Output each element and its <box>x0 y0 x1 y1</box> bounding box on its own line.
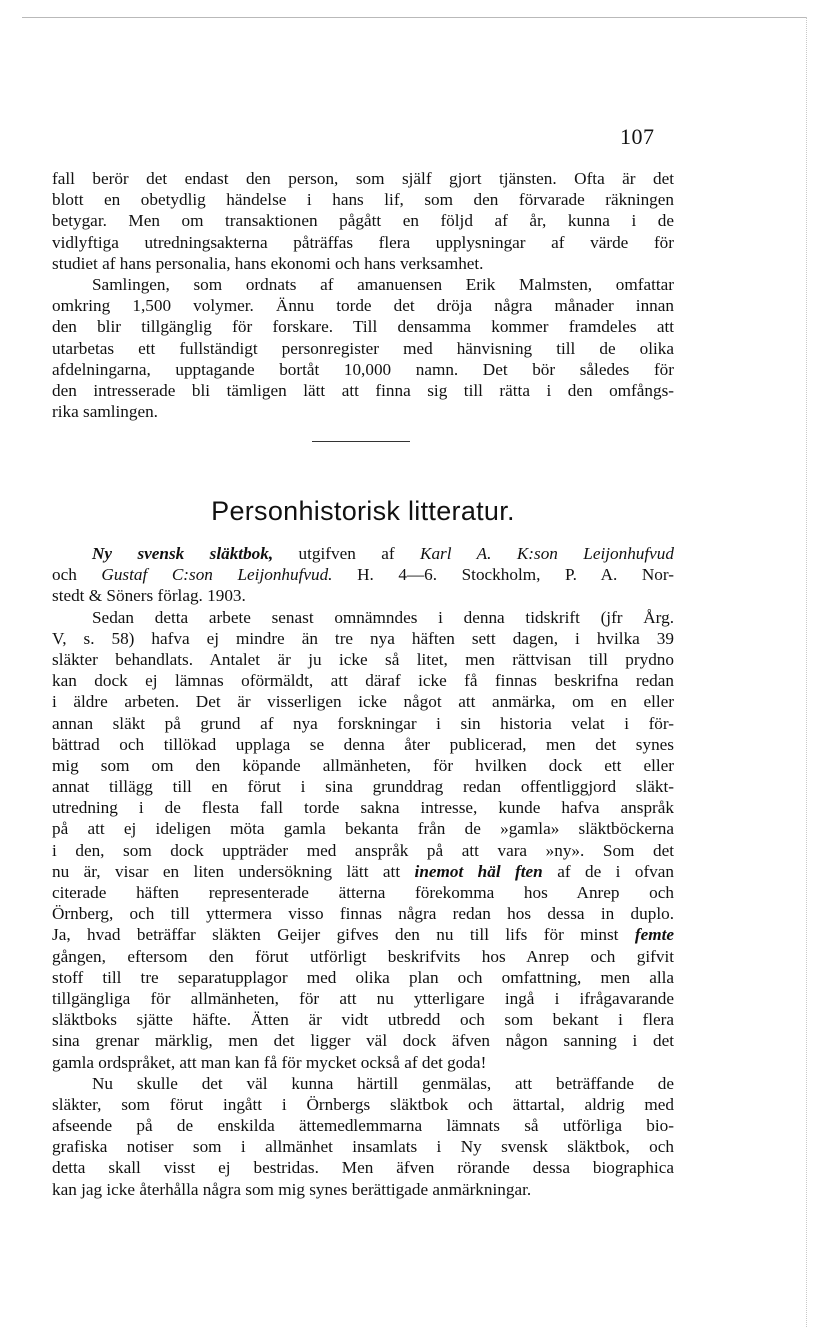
review-header-line <box>52 543 674 564</box>
text-line: i äldre arbeten. Det är visserligen icke något att anmärka, om en eller <box>52 692 674 712</box>
text-line: den intresserade bli tämligen lätt att finna sig till rätta i den omfångs- <box>52 380 674 400</box>
text-line <box>52 861 674 882</box>
text-line: citerade häften representerade ätterna förekomma hos Anrep och <box>52 883 674 902</box>
text-run: H. 4—6. Stockholm, P. A. Nor- <box>332 565 674 585</box>
section-separator <box>312 441 410 442</box>
text-line: kan jag icke återhålla några som mig synes berättigade anmärkningar. <box>52 1179 532 1199</box>
right-margin-rule <box>806 17 807 1327</box>
text-line: omkring 1,500 volymer. Ännu torde det dröja några månader innan <box>52 296 674 316</box>
text-line: Samlingen, som ordnats af amanuensen Erik Malmsten, omfattar <box>92 274 674 294</box>
text-line: detta skall visst ej bestridas. Men äfven rörande dessa biographica <box>52 1158 674 1178</box>
section-heading: Personhistorisk litteratur. <box>211 496 515 526</box>
text-line: gången, eftersom den förut utförligt beskrifvits hos Anrep och gifvit <box>52 946 674 966</box>
text-line: utredning i de flesta fall torde sakna intresse, kunde hafva anspråk <box>52 798 674 818</box>
text-line: Nu skulle det väl kunna härtill genmälas, att beträffande de <box>92 1073 674 1093</box>
top-rule <box>22 17 807 18</box>
page-number: 107 <box>620 124 655 149</box>
text-line: stoff till tre separatupplagor med olika plan och omfattning, men alla <box>52 967 674 987</box>
text-line: blott en obetydlig händelse i hans lif, som den förvarade räkningen <box>52 190 674 210</box>
text-line: V, s. 58) hafva ej mindre än tre nya häften sett dagen, i hvilka 39 <box>52 628 674 648</box>
text-line: kan dock ej lämnas oförmäldt, att däraf icke få finnas beskrifna redan <box>52 671 674 691</box>
text-line: tillgängliga för allmänheten, för att nu ytterligare ingå i ifrågavarande <box>52 988 674 1008</box>
author-name: Karl A. K:son Leijonhufvud <box>420 544 674 563</box>
text-line: betygar. Men om transaktionen pågått en följd af år, kunna i de <box>52 211 674 231</box>
text-run: och <box>52 565 102 585</box>
emphasis: femte <box>634 925 674 945</box>
text-line: fall berör det endast den person, som själf gjort tjänsten. Ofta är det <box>52 169 674 188</box>
text-line: mig som om den köpande allmänheten, för hvilken dock ett eller <box>52 755 674 775</box>
text-line: Örnberg, och till yttermera visso finnas några redan hos dessa in duplo. <box>52 904 674 924</box>
text-line: vidlyftiga utredningsakterna påträffas flera upplysningar af värde för <box>52 232 674 252</box>
text-line: Sedan detta arbete senast omnämndes i denna tidskrift (jfr Årg. <box>92 607 674 627</box>
text-line: afseende på de enskilda ättemedlemmarna lämnats så utförliga bio- <box>52 1116 674 1136</box>
text-run: nu är, visar en liten undersökning lätt att <box>52 861 415 881</box>
review-text-block <box>52 543 674 1200</box>
text-line: sina grenar märklig, men det ligger väl dock äfven någon sanning i det <box>52 1031 674 1051</box>
text-line: annan släkt på grund af nya forskningar i sin historia velat i för- <box>52 713 674 733</box>
text-line: i den, som dock uppträder med anspråk på att vara »ny». Som det <box>52 840 674 860</box>
text-line: gamla ordspråket, att man kan få för mycket också af det goda! <box>52 1052 487 1072</box>
text-line: släkter, som förut ingått i Örnbergs släktbok och ättartal, aldrig med <box>52 1094 674 1114</box>
text-line: afdelningarna, upptagande bortåt 10,000 namn. Det bör således för <box>52 359 674 379</box>
text-line: den blir tillgänglig för forskare. Till densamma kommer framdeles att <box>52 317 674 337</box>
text-line: grafiska notiser som i allmänhet insamlats i Ny svensk släktbok, och <box>52 1137 674 1157</box>
book-title: Ny svensk släktbok, <box>92 544 274 563</box>
text-line: rika samlingen. <box>52 402 158 422</box>
review-header-line <box>52 564 674 585</box>
text-line: utarbetas ett fullständigt personregister med hänvisning till de olika <box>52 338 674 358</box>
text-line: släkter behandlats. Antalet är ju icke så litet, men rättvisan till prydno <box>52 649 674 669</box>
text-line: bättrad och tillökad upplaga se denna åter publicerad, men det synes <box>52 734 674 754</box>
text-line <box>52 924 674 945</box>
text-line: studiet af hans personalia, hans ekonomi och hans verksamhet. <box>52 253 484 273</box>
text-line: släktboks sjätte häfte. Ätten är vidt utbredd och som bekant i flera <box>52 1010 674 1030</box>
author-name: Gustaf C:son Leijonhufvud. <box>101 565 333 585</box>
review-header-line: stedt & Söners förlag. 1903. <box>52 586 246 606</box>
text-run: utgifven af <box>273 544 420 563</box>
text-run: Ja, hvad beträffar släkten Geijer gifves den nu till lifs för minst <box>52 925 635 945</box>
text-run: af de i ofvan <box>542 861 674 881</box>
text-line: annat tillägg till en förut i sina grunddrag redan offentliggjord släkt- <box>52 777 674 797</box>
text-line: på att ej ideligen möta gamla bekanta från de »gamla» släktböckerna <box>52 819 674 839</box>
emphasis: inemot häl ften <box>414 861 543 881</box>
intro-text-block <box>52 168 674 422</box>
